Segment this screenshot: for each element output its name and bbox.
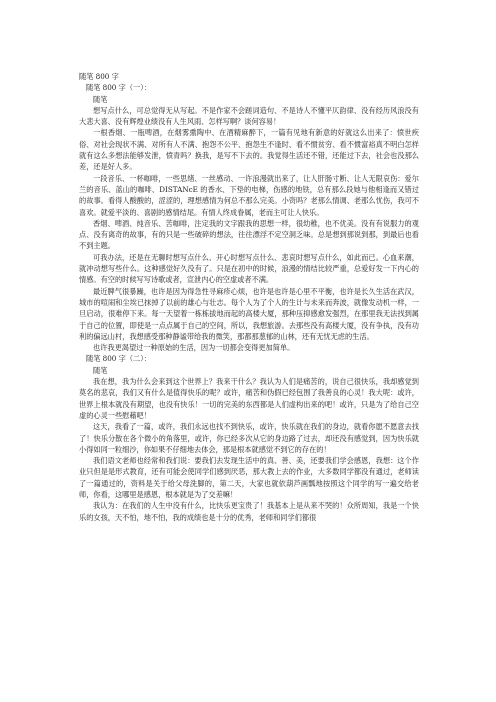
- document-body: [79, 71, 419, 523]
- paragraph: 可我办法，还是在无聊时想写点什么、开心时想写点什么、悲哀时想写点什么，如此而已。心血来潮，就冲动想写些什么。这种感觉好久没有了。只是在初中的时候，浪漫的情结比较严重，总爱好发一下内心的情感。有空的时候写写诗歌或者，宣泄内心的空虚或者不满。: [79, 252, 419, 285]
- paragraph: 我们语文老师也经常和我们说：要我们去发现生活中的真、善、美，还要我们学会感恩，我想：这个作业只但是是形式教育，还有可能会使同学们感到厌恶，那大教上去的作业，大多数同学都没有通过，老师读了一篇通过的，资料是关于给父母洗脚的，第二天，大家也就依葫芦画瓢地按照这个同学的写一遍交给老师，你看，这哪里是感恩，根本就是为了交差嘛！: [79, 456, 419, 499]
- paragraph: 这天，我看了一篇，或许，我们永远也找不到快乐，或许，快乐就在我们的身边，就看你愿不愿意去找了！快乐分散在各个微小的角落里，或许，你已经多次从它的身边路了过去，却还没有感觉到，因为快乐就小得如同一粒细沙，你如果不仔细地去体会，那是根本就感觉不到它的存在的！: [79, 422, 419, 454]
- document-title: 随笔 800 字: [79, 72, 119, 81]
- section-1-subheading: 随笔: [93, 94, 108, 104]
- paragraph: 想写点什么，可总觉得无从写起。不是作家不会蹉词造句、不是诗人不懂平仄韵律、没有经历风浪没有大悲大喜、没有辉煌业绩没有人生风雨、怎样写啊？谈何容易！: [79, 105, 419, 127]
- paragraph: 最近脾气很暴躁，也许是因为得急性寻麻疹心烦，也许是也许是心里不平衡，也许是长久生活在武汉，城市的喧闹和尘埃已抹掉了以前的雄心与壮志。每个人为了个人的生计与未来而奔波，就像发动机一样，一旦启动，很难停下来。每一天望着一栋栋拔地而起的高楼大厦，那种压抑感愈发强烈，在那里我无法找到属于自己的位置，即使是一点点属于自己的空间，所以，我想旅游。去那些没有高楼大厦，没有争执，没有功利的偏远山村，我想感受那种静谧带给我的微笑，那都那葱郁的山林，还有无忧无虑的生活。: [79, 286, 419, 341]
- paragraph: 也许我更渴望过一种原始的生活，因为一切都会变得更加简单。: [93, 343, 295, 353]
- paragraph: 一根香烟、一瓶啤酒，在烟雾熏陶中、在酒精麻醉下，一篇有见地有新意的好就这么出来了：愤世疾俗、对社会现状不满、对所有人不满、抱怨不公平、抱怨生不逢时、看不惯贫穷、看不惯富裕真不明白怎样就有这么多想法能够发泄，愤青吗？换我，是写不下去的。我觉得生活还不错，还能过下去，社会也没那么差，还是好人多。: [79, 128, 419, 172]
- paragraph: 我认为：在我们的人生中没有什么，比快乐更宝贵了！我基本上是从来不哭的！众所周知，我是一个快乐的女孩，天不怕，地不怕，我的成绩也是十分的优秀，老师和同学们都很: [79, 501, 419, 522]
- paragraph: 一段音乐、一杯咖啡，一些思绪、一丝感动、一许浪漫就出来了，让人肝肠寸断、让人无限哀伤：爱尔兰的音乐、蓝山的咖啡、DISTANcE 的香水、下垫的电梯，伤感的地铁，总有那么段她与他相逢而又错过的故事。看得人酸酸的，涩涩的，理想感情为何总不那么完美。小资吗？老那么情调、老那么忧伤，我可不喜欢。就爱平淡的、喜剧的感情结尾。有情人终成眷属，老而主可让人快乐。: [79, 173, 419, 217]
- section-1-heading: 随笔 800 字（一）：: [86, 83, 152, 93]
- section-2-subheading: 随笔: [93, 365, 108, 375]
- section-2-heading: 随笔 800 字（二）：: [86, 354, 152, 364]
- paragraph: 我在想，我为什么会来到这个世界上？我来干什么？我认为人们是痛苦的，说自己很快乐，我却感觉到莫名的悲哀，我们又有什么是值得快乐的呢？或许，痛苦和伪假已经包围了我善良的心灵！我大呢：或许，世界上根本就没有期望，也没有快乐！一切的完美的东西都是人们虚构出来的吧！或许，只是为了给自己空虚的心灵一些慰藉吧！: [79, 377, 419, 420]
- paragraph: 香烟、啤酒、纯音乐、苦咖啡，注定我的文字跟我的思想一样，很幼稚，也不优美。没有有说服力的观点、没有离奇的故事，有的只是一些破碎的想法，往往漂浮不定空洞乏味。总是想到那说到那，到最后也看不到主题。: [79, 218, 419, 251]
